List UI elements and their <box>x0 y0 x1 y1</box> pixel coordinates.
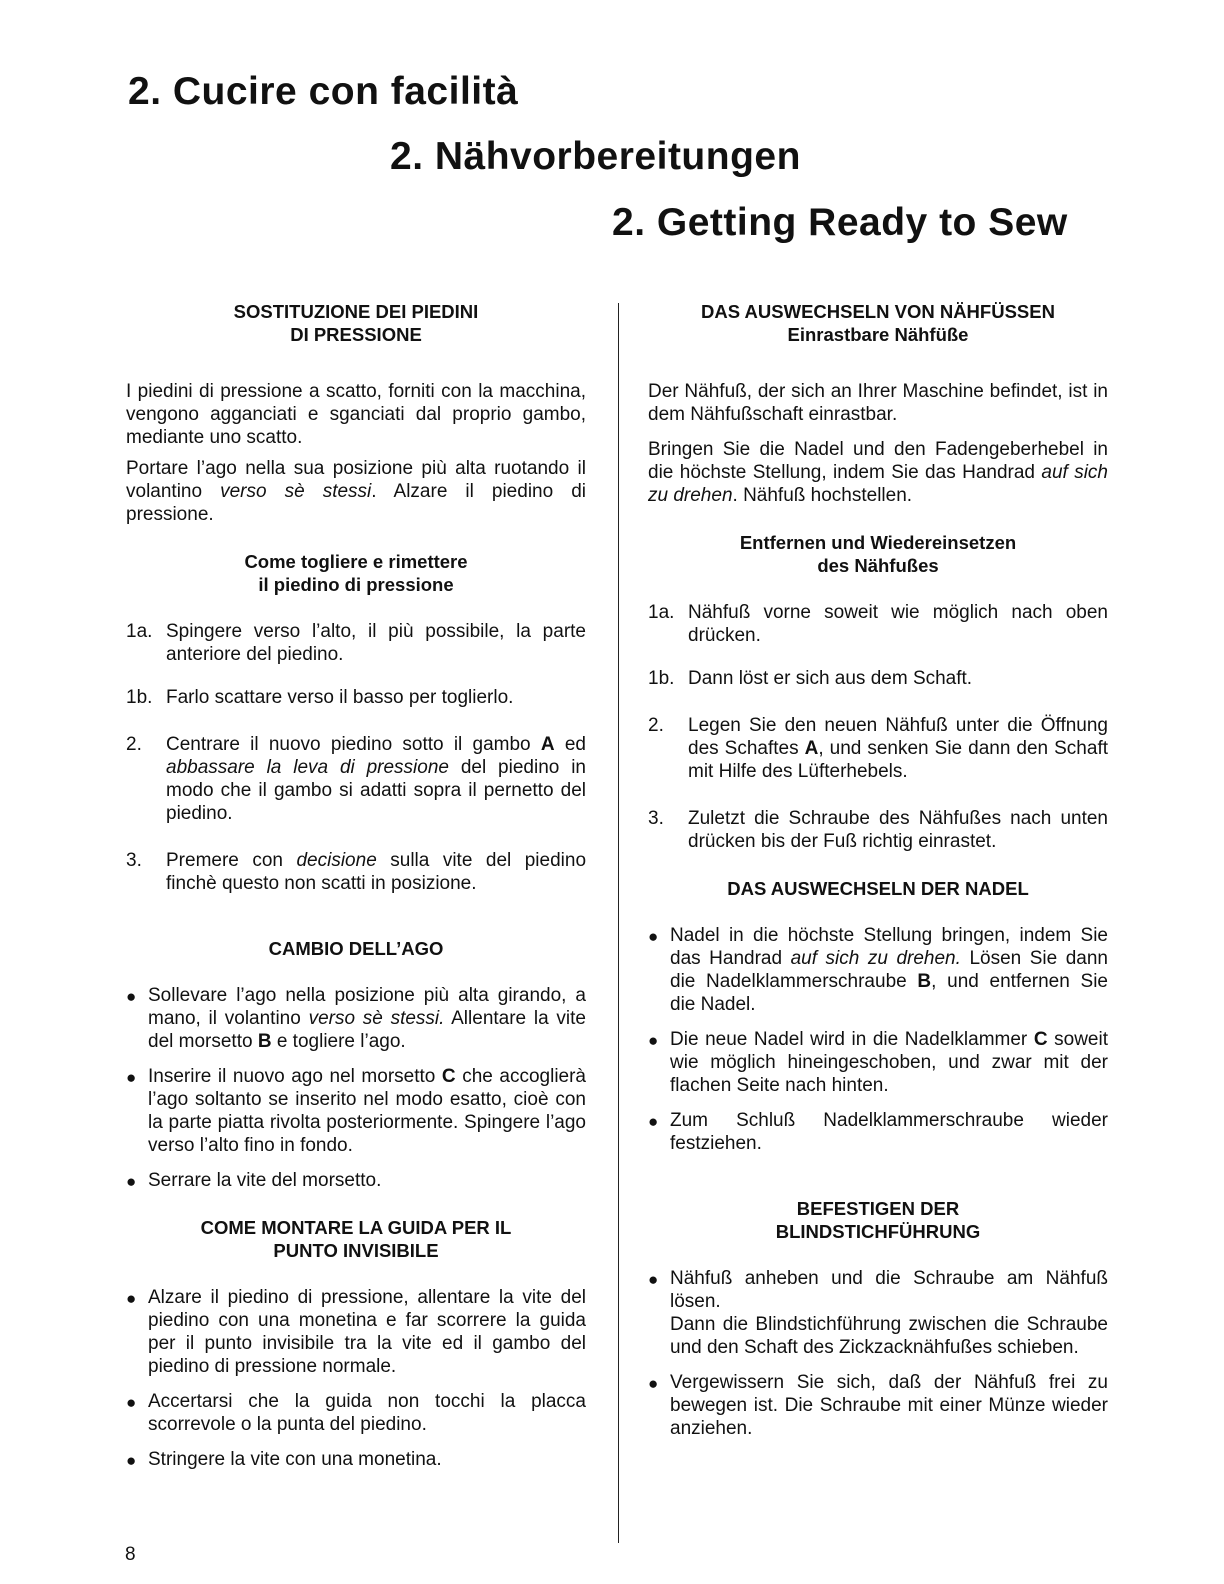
bullet-text-italic: verso sè stessi. <box>308 1008 445 1029</box>
step-number: 1a. <box>648 602 675 623</box>
list-item <box>126 1390 586 1436</box>
heading-line: COME MONTARE LA GUIDA PER IL <box>200 1217 512 1238</box>
step-number: 2. <box>648 715 664 736</box>
bullet-icon: ● <box>126 1393 137 1412</box>
bullet-text: Die neue Nadel wird in die Nadelklammer <box>670 1029 1034 1050</box>
list-item <box>126 686 586 709</box>
step-text: , und senken Sie dann den Schaft mit Hilfe des Lüfterhebels. <box>688 738 1108 782</box>
title-german: 2. Nähvorbereitungen <box>390 135 801 178</box>
bullet-text-bold: C <box>441 1066 456 1087</box>
text-run: . Nähfuß hochstellen. <box>732 485 913 506</box>
heading-line: des Nähfußes <box>817 555 939 576</box>
heading-line: Come togliere e rimettere <box>244 551 468 572</box>
bullet-list <box>126 1286 586 1471</box>
heading-line: CAMBIO DELL’AGO <box>268 938 444 959</box>
bullet-icon: ● <box>648 1031 659 1050</box>
bullet-icon: ● <box>648 927 659 946</box>
step-text-italic: abbassare la leva di pressione <box>166 757 449 778</box>
step-number: 1b. <box>126 687 153 708</box>
heading-line: DI PRESSIONE <box>290 324 422 345</box>
step-text-bold: A <box>540 734 555 755</box>
steps-list <box>126 620 586 895</box>
step-text-bold: A <box>804 738 819 759</box>
bullet-text: che accoglierà l’ago soltanto se inserito nel modo esatto, cioè con la parte piatta rivolta posteriormente. Spingere l’ago verso l’alto fino in fondo. <box>148 1066 586 1156</box>
bullet-text: soweit wie möglich hineingeschoben, und zwar mit der flachen Seite nach hinten. <box>670 1029 1108 1096</box>
bullet-text: Sollevare l’ago nella posizione più alta girando, a mano, il volantino <box>148 985 586 1029</box>
bullet-text: , und entfernen Sie die Nadel. <box>670 971 1108 1015</box>
bullet-icon: ● <box>126 1289 137 1308</box>
step-number: 3. <box>648 808 664 829</box>
bullet-text: Stringere la vite con una monetina. <box>148 1449 442 1470</box>
german-column <box>648 300 1108 1440</box>
section-heading-blindstitch-it <box>126 1216 586 1262</box>
heading-line: PUNTO INVISIBILE <box>273 1240 439 1261</box>
heading-line: BEFESTIGEN DER <box>796 1198 960 1219</box>
bullet-icon: ● <box>126 987 137 1006</box>
text-run: Portare l’ago nella sua posizione più alta ruotando il volantino <box>126 458 586 502</box>
text-run-italic: verso sè stessi <box>220 481 372 502</box>
bullet-text-bold: C <box>1033 1029 1048 1050</box>
bullet-text: Allentare la vite del morsetto <box>148 1008 586 1052</box>
bullet-text: Alzare il piedino di pressione, allentare la vite del piedino con una monetina e far scorrere la guida per il punto invisibile tra la vite ed il gambo del piedino di pressione normale. <box>148 1287 586 1377</box>
bullet-text-bold: B <box>917 971 932 992</box>
bullet-icon: ● <box>648 1270 659 1289</box>
step-number: 1b. <box>648 668 675 689</box>
list-item <box>648 714 1108 783</box>
section-heading-presser-foot-de <box>648 300 1108 346</box>
steps-list <box>648 601 1108 853</box>
list-item <box>126 984 586 1053</box>
bullet-text-continued: Dann die Blindstichführung zwischen die Schraube und den Schaft des Zickzacknähfußes schieben. <box>670 1314 1108 1358</box>
italian-column <box>126 300 586 1471</box>
section-heading-blindstitch-de <box>648 1197 1108 1243</box>
bullet-list <box>648 1267 1108 1440</box>
step-text: ed <box>554 734 586 755</box>
section-heading-needle-it <box>126 937 586 960</box>
step-text: Premere con <box>166 850 297 871</box>
bullet-list <box>126 984 586 1192</box>
bullet-icon: ● <box>126 1068 137 1087</box>
step-number: 2. <box>126 734 142 755</box>
bullet-text: Vergewissern Sie sich, daß der Nähfuß frei zu bewegen ist. Die Schraube mit einer Münze wieder anziehen. <box>670 1372 1108 1439</box>
heading-line: BLINDSTICHFÜHRUNG <box>775 1221 981 1242</box>
list-item <box>648 667 1108 690</box>
step-text: Farlo scattare verso il basso per toglierlo. <box>166 687 514 708</box>
subsection-heading-remove-foot-it <box>126 550 586 596</box>
heading-line: Entfernen und Wiedereinsetzen <box>739 532 1017 553</box>
bullet-text: Nadel in die höchste Stellung bringen, indem Sie das Handrad <box>670 925 1108 969</box>
step-text: Legen Sie den neuen Nähfuß unter die Öffnung des Schaftes <box>688 715 1108 759</box>
heading-line: Einrastbare Nähfüße <box>787 324 969 345</box>
text-run: . Alzare il piedino di pressione. <box>126 481 586 525</box>
step-number: 3. <box>126 850 142 871</box>
bullet-text: Lösen Sie dann die Nadelklammerschraube <box>670 948 1109 992</box>
list-item <box>648 601 1108 647</box>
paragraph: Der Nähfuß, der sich an Ihrer Maschine befindet, ist in dem Nähfußschaft einrastbar. <box>648 381 1108 425</box>
heading-line: il piedino di pressione <box>258 574 454 595</box>
section-heading-needle-de <box>648 877 1108 900</box>
text-run-italic: auf sich zu drehen <box>648 462 1108 506</box>
bullet-icon: ● <box>126 1451 137 1470</box>
title-english: 2. Getting Ready to Sew <box>612 201 1068 244</box>
list-item <box>126 1169 586 1192</box>
list-item <box>126 733 586 825</box>
bullet-text: e togliere l’ago. <box>271 1031 406 1052</box>
bullet-text: Accertarsi che la guida non tocchi la placca scorrevole o la punta del piedino. <box>148 1391 586 1435</box>
step-text: Nähfuß vorne soweit wie möglich nach oben drücken. <box>688 602 1108 646</box>
step-number: 1a. <box>126 621 153 642</box>
bullet-list <box>648 924 1108 1155</box>
title-italian: 2. Cucire con facilità <box>128 70 519 113</box>
list-item <box>126 620 586 666</box>
section-heading-presser-foot-it <box>126 300 586 346</box>
step-text: Zuletzt die Schraube des Nähfußes nach unten drücken bis der Fuß richtig einrastet. <box>688 808 1108 852</box>
bullet-text: Serrare la vite del morsetto. <box>148 1170 382 1191</box>
step-text: Centrare il nuovo piedino sotto il gambo <box>166 734 541 755</box>
bullet-text: Nähfuß anheben und die Schraube am Nähfuß lösen. <box>670 1268 1108 1312</box>
list-item <box>126 849 586 895</box>
paragraph <box>648 438 1108 507</box>
bullet-text-italic: auf sich zu drehen. <box>790 948 961 969</box>
bullet-text: Zum Schluß Nadelklammerschraube wieder festziehen. <box>670 1110 1108 1154</box>
heading-line: SOSTITUZIONE DEI PIEDINI <box>233 301 479 322</box>
step-text: sulla vite del piedino finchè questo non scatti in posizione. <box>166 850 587 894</box>
subsection-heading-remove-foot-de <box>648 531 1108 577</box>
list-item <box>648 1028 1108 1097</box>
list-item <box>648 1109 1108 1155</box>
bullet-icon: ● <box>648 1112 659 1131</box>
text-run: Bringen Sie die Nadel und den Fadengeberhebel in die höchste Stellung, indem Sie das Handrad <box>648 439 1108 483</box>
list-item <box>126 1448 586 1471</box>
heading-line: DAS AUSWECHSELN DER NADEL <box>727 878 1029 899</box>
column-divider <box>618 303 619 1543</box>
paragraph <box>126 457 586 526</box>
step-text: Dann löst er sich aus dem Schaft. <box>688 668 973 689</box>
list-item <box>648 807 1108 853</box>
step-text-italic: decisione <box>296 850 377 871</box>
page-number: 8 <box>125 1544 136 1565</box>
paragraph: I piedini di pressione a scatto, forniti con la macchina, vengono agganciati e sganciati dal proprio gambo, mediante uno scatto. <box>126 381 586 448</box>
step-text: Spingere verso l’alto, il più possibile, la parte anteriore del piedino. <box>166 621 586 665</box>
list-item <box>648 924 1108 1016</box>
bullet-icon: ● <box>126 1172 137 1191</box>
bullet-text: Inserire il nuovo ago nel morsetto <box>148 1066 442 1087</box>
list-item <box>648 1371 1108 1440</box>
bullet-text-bold: B <box>257 1031 272 1052</box>
list-item <box>126 1065 586 1157</box>
bullet-icon: ● <box>648 1374 659 1393</box>
list-item <box>648 1267 1108 1359</box>
heading-line: DAS AUSWECHSELN VON NÄHFÜSSEN <box>701 301 1055 322</box>
step-text: del piedino in modo che il gambo si adatti sopra il pernetto del piedino. <box>166 757 586 824</box>
list-item <box>126 1286 586 1378</box>
